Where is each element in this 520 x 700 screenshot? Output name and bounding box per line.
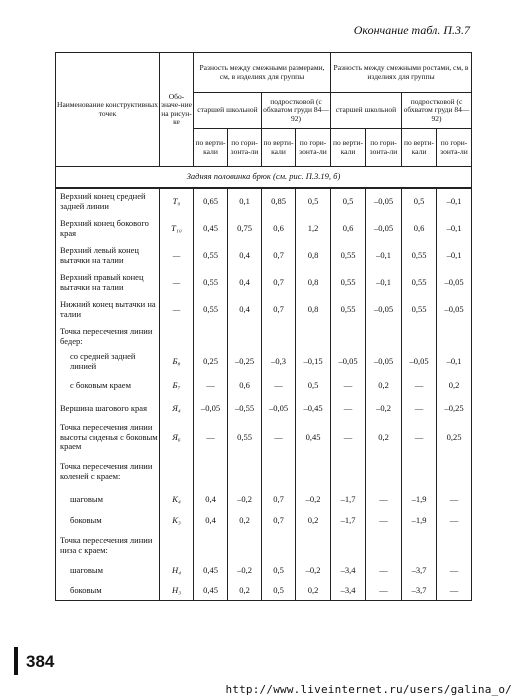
col-header-size-group: Разность между смежными размерами, см, в изделиях для группы (194, 53, 331, 93)
table-row (56, 582, 472, 600)
row-symbol: Я₆ (160, 420, 194, 455)
cell-value: 0,2 (228, 510, 262, 531)
cell-value: — (437, 582, 472, 600)
cell-value (366, 455, 402, 489)
cell-value (366, 323, 402, 350)
cell-value: — (402, 398, 437, 420)
cell-value: 0,8 (296, 269, 331, 296)
cell-value: –0,1 (437, 215, 472, 242)
cell-value: –0,25 (437, 398, 472, 420)
cell-value: — (366, 560, 402, 582)
cell-value: 0,55 (331, 242, 366, 269)
cell-value: –0,05 (331, 350, 366, 374)
cell-value (296, 323, 331, 350)
cell-value: –0,1 (366, 269, 402, 296)
cell-value (437, 455, 472, 489)
row-symbol: T₉ (160, 188, 194, 215)
cell-value: 0,2 (366, 420, 402, 455)
table-row (56, 420, 472, 455)
cell-value: –0,45 (296, 398, 331, 420)
cell-value: 1,2 (296, 215, 331, 242)
cell-value: –0,05 (437, 269, 472, 296)
section-title: Задняя половинка брюк (см. рис. П.3.19, б) (56, 167, 472, 189)
subheader-teen: подростковой (с обхватом груди 84—92) (402, 93, 472, 129)
page-number-bar (14, 647, 18, 675)
cell-value (331, 531, 366, 560)
cell-value: 0,65 (194, 188, 228, 215)
cell-value: –0,05 (262, 398, 296, 420)
cell-value (331, 455, 366, 489)
cell-value: –0,2 (366, 398, 402, 420)
row-name: Верхний конец бокового края (56, 215, 160, 242)
cell-value: — (366, 582, 402, 600)
table-row (56, 296, 472, 323)
cell-value: 0,2 (228, 582, 262, 600)
cell-value: –0,05 (366, 296, 402, 323)
cell-value: 0,55 (194, 269, 228, 296)
row-name: со средней задней линией (56, 350, 160, 374)
row-name: Нижний конец вытачки на талии (56, 296, 160, 323)
subheader-horizontal: по гори-зонта-ли (366, 129, 402, 167)
cell-value (366, 531, 402, 560)
cell-value: 0,7 (262, 489, 296, 510)
cell-value: 0,2 (366, 374, 402, 398)
subheader-horizontal: по гори-зонта-ли (296, 129, 331, 167)
cell-value: 0,55 (402, 269, 437, 296)
cell-value: –0,1 (366, 242, 402, 269)
cell-value: 0,7 (262, 510, 296, 531)
row-symbol: T₁₀ (160, 215, 194, 242)
table-row (56, 398, 472, 420)
cell-value: 0,7 (262, 242, 296, 269)
cell-value: — (402, 374, 437, 398)
cell-value (228, 323, 262, 350)
cell-value: –1,9 (402, 510, 437, 531)
row-name: шаговым (56, 489, 160, 510)
subheader-vertical: по верти-кали (194, 129, 228, 167)
cell-value: 0,4 (228, 296, 262, 323)
subheader-horizontal: по гори-зонта-ли (228, 129, 262, 167)
row-name: Точка пересечения линии коленей с краем: (56, 455, 160, 489)
cell-value: –0,05 (366, 188, 402, 215)
cell-value: –0,55 (228, 398, 262, 420)
cell-value: — (262, 420, 296, 455)
row-name: Точка пересечения линии низа с краем: (56, 531, 160, 560)
cell-value (194, 531, 228, 560)
cell-value: –0,05 (402, 350, 437, 374)
cell-value: 0,2 (296, 582, 331, 600)
row-name: с боковым краем (56, 374, 160, 398)
cell-value: –0,2 (296, 489, 331, 510)
cell-value: 0,8 (296, 242, 331, 269)
col-header-name: Наименование конструктивных точек (56, 53, 160, 167)
cell-value: 0,85 (262, 188, 296, 215)
cell-value: 0,1 (228, 188, 262, 215)
cell-value: –1,9 (402, 489, 437, 510)
cell-value: 0,25 (437, 420, 472, 455)
cell-value (437, 531, 472, 560)
subheader-vertical: по верти-кали (331, 129, 366, 167)
cell-value: 0,55 (402, 242, 437, 269)
cell-value: 0,55 (402, 296, 437, 323)
row-symbol: Б₇ (160, 374, 194, 398)
cell-value: –0,25 (228, 350, 262, 374)
table-row (56, 350, 472, 374)
row-name: Верхний правый конец вытачки на талии (56, 269, 160, 296)
table-row (56, 455, 472, 489)
row-name: Точка пересечения линии высоты сиденья с боковым краем (56, 420, 160, 455)
cell-value: — (194, 374, 228, 398)
cell-value: 0,55 (194, 242, 228, 269)
data-table (55, 52, 472, 601)
cell-value: 0,55 (331, 296, 366, 323)
cell-value (331, 323, 366, 350)
row-symbol: — (160, 242, 194, 269)
cell-value: –0,05 (366, 350, 402, 374)
cell-value: –0,05 (437, 296, 472, 323)
row-name: Точка пересечения линии бедер: (56, 323, 160, 350)
cell-value: 0,5 (296, 188, 331, 215)
cell-value: –0,15 (296, 350, 331, 374)
cell-value: — (194, 420, 228, 455)
row-name: Верхний конец средней задней линии (56, 188, 160, 215)
cell-value: — (366, 489, 402, 510)
row-symbol: Н₃ (160, 582, 194, 600)
subheader-teen: подростковой (с обхватом груди 84—92) (262, 93, 331, 129)
cell-value: 0,8 (296, 296, 331, 323)
table-row (56, 560, 472, 582)
cell-value: 0,2 (296, 510, 331, 531)
table-row (56, 489, 472, 510)
cell-value: — (331, 398, 366, 420)
cell-value: — (437, 489, 472, 510)
cell-value (402, 531, 437, 560)
cell-value: 0,6 (402, 215, 437, 242)
cell-value (402, 455, 437, 489)
row-name: боковым (56, 582, 160, 600)
cell-value: –0,2 (228, 489, 262, 510)
row-symbol: — (160, 296, 194, 323)
col-header-symbol: Обо-значе-ние на рисун-ке (160, 53, 194, 167)
cell-value: 0,4 (228, 269, 262, 296)
cell-value: –0,3 (262, 350, 296, 374)
row-symbol (160, 455, 194, 489)
col-header-height-group: Разность между смежными ростами, см, в изделиях для группы (331, 53, 472, 93)
row-name: Верхний левый конец вытачки на талии (56, 242, 160, 269)
cell-value (228, 531, 262, 560)
table-row (56, 242, 472, 269)
cell-value (296, 455, 331, 489)
cell-value (262, 531, 296, 560)
table-row (56, 188, 472, 215)
cell-value: 0,45 (296, 420, 331, 455)
row-symbol: К₄ (160, 489, 194, 510)
cell-value (437, 323, 472, 350)
row-name: шаговым (56, 560, 160, 582)
subheader-vertical: по верти-кали (402, 129, 437, 167)
cell-value (262, 323, 296, 350)
cell-value: 0,5 (331, 188, 366, 215)
subheader-horizontal: по гори-зонта-ли (437, 129, 472, 167)
table-row (56, 269, 472, 296)
cell-value: 0,5 (402, 188, 437, 215)
cell-value: 0,45 (194, 560, 228, 582)
cell-value: 0,4 (194, 510, 228, 531)
cell-value: 0,55 (228, 420, 262, 455)
row-symbol (160, 531, 194, 560)
cell-value (262, 455, 296, 489)
cell-value: –3,7 (402, 582, 437, 600)
cell-value (194, 323, 228, 350)
cell-value: 0,6 (331, 215, 366, 242)
row-symbol: Н₄ (160, 560, 194, 582)
table-row (56, 374, 472, 398)
cell-value: 0,2 (437, 374, 472, 398)
cell-value: 0,45 (194, 215, 228, 242)
cell-value: 0,6 (262, 215, 296, 242)
row-name: боковым (56, 510, 160, 531)
cell-value: –3,4 (331, 560, 366, 582)
cell-value: — (331, 420, 366, 455)
footer-url: http://www.liveinternet.ru/users/galina_o/ (225, 683, 512, 696)
row-name: Вершина шагового края (56, 398, 160, 420)
cell-value: 0,75 (228, 215, 262, 242)
cell-value: 0,5 (296, 374, 331, 398)
cell-value: –0,1 (437, 188, 472, 215)
cell-value: 0,25 (194, 350, 228, 374)
cell-value: –1,7 (331, 489, 366, 510)
table-row (56, 215, 472, 242)
cell-value: –3,4 (331, 582, 366, 600)
table-row (56, 323, 472, 350)
table-row (56, 510, 472, 531)
page-number: 384 (26, 652, 55, 671)
cell-value: 0,45 (194, 582, 228, 600)
table-row (56, 531, 472, 560)
cell-value: 0,7 (262, 269, 296, 296)
cell-value: –0,05 (366, 215, 402, 242)
cell-value: 0,6 (228, 374, 262, 398)
cell-value: –0,2 (228, 560, 262, 582)
cell-value: –0,1 (437, 242, 472, 269)
row-symbol: — (160, 269, 194, 296)
cell-value (296, 531, 331, 560)
cell-value: 0,55 (194, 296, 228, 323)
page-title: Окончание табл. П.3.7 (353, 23, 470, 37)
cell-value: — (366, 510, 402, 531)
row-symbol: Я₄ (160, 398, 194, 420)
cell-value: –0,05 (194, 398, 228, 420)
cell-value: –3,7 (402, 560, 437, 582)
cell-value: 0,5 (262, 560, 296, 582)
cell-value: — (437, 510, 472, 531)
row-symbol (160, 323, 194, 350)
cell-value (402, 323, 437, 350)
cell-value: 0,5 (262, 582, 296, 600)
cell-value (194, 455, 228, 489)
cell-value: 0,4 (194, 489, 228, 510)
row-symbol: Б₈ (160, 350, 194, 374)
cell-value: — (262, 374, 296, 398)
cell-value: — (331, 374, 366, 398)
subheader-senior: старшей школьной (331, 93, 402, 129)
cell-value: 0,7 (262, 296, 296, 323)
cell-value: –0,2 (296, 560, 331, 582)
cell-value: –1,7 (331, 510, 366, 531)
row-symbol: К₃ (160, 510, 194, 531)
cell-value: –0,1 (437, 350, 472, 374)
cell-value: 0,4 (228, 242, 262, 269)
subheader-vertical: по верти-кали (262, 129, 296, 167)
cell-value (228, 455, 262, 489)
cell-value: — (402, 420, 437, 455)
subheader-senior: старшей школьной (194, 93, 262, 129)
cell-value: 0,55 (331, 269, 366, 296)
cell-value: — (437, 560, 472, 582)
